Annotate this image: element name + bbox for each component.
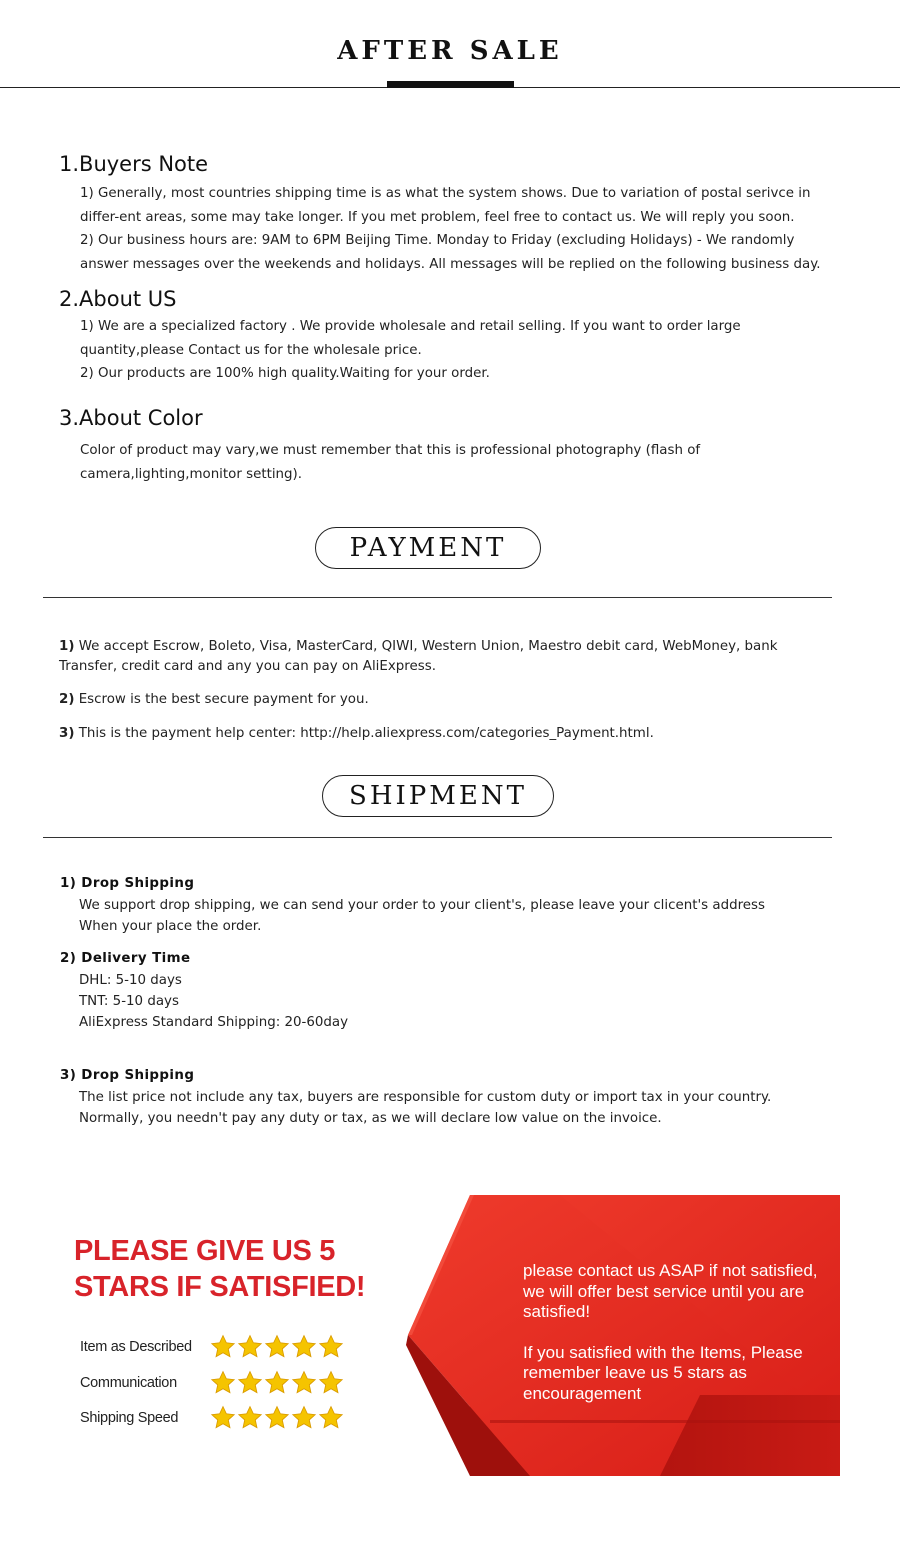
shipment-item-1-body (79, 895, 819, 937)
five-stars-title-line-2: STARS IF SATISFIED! (74, 1271, 366, 1303)
star-icon (291, 1370, 317, 1396)
star-icon (210, 1370, 236, 1396)
shipment-line: Normally, you needn't pay any duty or tax, as we will declare low value on the invoice. (79, 1111, 662, 1126)
payment-item-3 (59, 724, 819, 744)
star-icon (264, 1334, 290, 1360)
payment-item-number: 3) (59, 726, 75, 741)
five-stars-title (74, 1233, 365, 1305)
about-us-paragraph-1: 1) We are a specialized factory . We provide wholesale and retail selling. If you want to order large quantity,please Contact us for the wholesale price. (80, 319, 741, 358)
star-icon (291, 1405, 317, 1431)
rating-row-shipping-speed (80, 1405, 344, 1431)
shipment-rule (43, 837, 832, 838)
buyers-note-text (80, 182, 832, 276)
payment-item-1 (59, 637, 819, 677)
shipment-item-2-body (79, 970, 819, 1033)
star-rating (210, 1370, 344, 1396)
shipment-line: TNT: 5-10 days (79, 994, 179, 1009)
shipment-line: The list price not include any tax, buyers are responsible for custom duty or import tax in your country. (79, 1090, 772, 1105)
shipment-title-pill: SHIPMENT (322, 775, 554, 817)
payment-item-text: We accept Escrow, Boleto, Visa, MasterCard, QIWI, Western Union, Maestro debit card, WebMoney, bank Transfer, credit card and any you can pay on AliExpress. (59, 639, 778, 674)
shipment-line: When your place the order. (79, 919, 262, 934)
star-icon (237, 1370, 263, 1396)
star-icon (318, 1370, 344, 1396)
star-icon (264, 1405, 290, 1431)
about-color-paragraph-1: Color of product may vary,we must remember that this is professional photography (flash of camera,lighting,monitor setting). (80, 443, 701, 482)
star-icon (264, 1370, 290, 1396)
about-color-heading: 3.About Color (59, 406, 203, 430)
banner-message-contact: please contact us ASAP if not satisfied, we will offer best service until you are satisfied! (523, 1261, 818, 1321)
buyers-note-paragraph-1: 1) Generally, most countries shipping time is as what the system shows. Due to variation of postal serivce in differ-ent areas, some may take longer. If you met problem, feel free to contact us. We will reply you soon. (80, 186, 811, 225)
shipment-item-3-body (79, 1087, 819, 1129)
shipment-item-2-heading: 2) Delivery Time (60, 951, 191, 966)
star-rating (210, 1334, 344, 1360)
shipment-line: We support drop shipping, we can send your order to your client's, please leave your clicent's address (79, 898, 765, 913)
star-icon (237, 1405, 263, 1431)
star-icon (210, 1334, 236, 1360)
star-icon (318, 1334, 344, 1360)
shipment-line: AliExpress Standard Shipping: 20-60day (79, 1015, 349, 1030)
payment-rule (43, 597, 832, 598)
banner-message (523, 1261, 833, 1404)
star-icon (291, 1334, 317, 1360)
banner-message-gap (523, 1323, 833, 1343)
shipment-item-1-heading: 1) Drop Shipping (60, 876, 195, 891)
rating-row-communication (80, 1370, 344, 1396)
payment-item-number: 1) (59, 639, 75, 654)
payment-item-number: 2) (59, 692, 75, 707)
payment-item-text: This is the payment help center: http://help.aliexpress.com/categories_Payment.html. (78, 726, 654, 741)
five-stars-title-line-1: PLEASE GIVE US 5 (74, 1235, 336, 1267)
rating-label: Item as Described (80, 1339, 192, 1355)
after-sale-accent-bar (387, 81, 514, 88)
payment-item-text: Escrow is the best secure payment for you. (78, 692, 369, 707)
banner-message-encourage: If you satisfied with the Items, Please remember leave us 5 stars as encouragement (523, 1342, 803, 1403)
after-sale-title: AFTER SALE (337, 36, 563, 66)
about-us-paragraph-2: 2) Our products are 100% high quality.Waiting for your order. (80, 366, 490, 381)
rating-label: Shipping Speed (80, 1410, 179, 1426)
payment-title-pill: PAYMENT (315, 527, 541, 569)
five-stars-banner (60, 1195, 840, 1476)
star-icon (237, 1334, 263, 1360)
star-icon (318, 1405, 344, 1431)
about-us-heading: 2.About US (59, 287, 177, 311)
rating-row-item-described (80, 1334, 344, 1360)
shipment-item-3-heading: 3) Drop Shipping (60, 1068, 195, 1083)
rating-label: Communication (80, 1375, 177, 1391)
buyers-note-paragraph-2: 2) Our business hours are: 9AM to 6PM Beijing Time. Monday to Friday (excluding Holidays) - We randomly answer messages over the weekends and holidays. All messages will be replied on the following business day. (80, 233, 821, 272)
buyers-note-heading: 1.Buyers Note (59, 152, 209, 176)
payment-item-2 (59, 690, 819, 710)
about-us-text (80, 315, 832, 386)
star-icon (210, 1405, 236, 1431)
shipment-line: DHL: 5-10 days (79, 973, 182, 988)
star-rating (210, 1405, 344, 1431)
about-color-text (80, 439, 832, 486)
